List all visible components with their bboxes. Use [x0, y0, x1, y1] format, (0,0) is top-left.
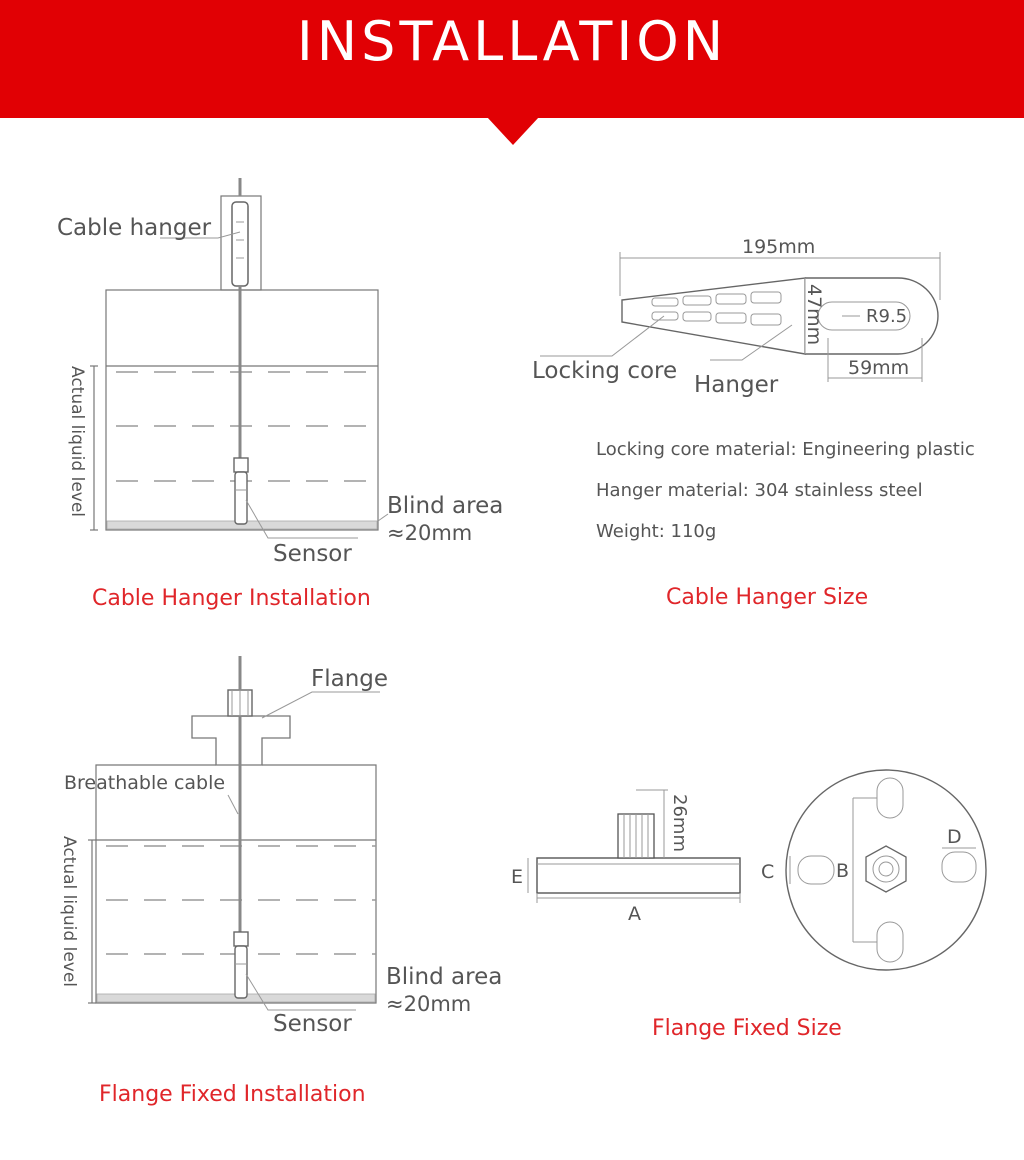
- flange-label: Flange: [311, 666, 389, 692]
- flange-fixed-installation-caption: Flange Fixed Installation: [99, 1082, 366, 1107]
- sensor-body-2: [235, 946, 247, 998]
- blind-area-label: Blind area: [387, 493, 504, 519]
- breathable-cable-label: Breathable cable: [64, 772, 226, 794]
- dimension-e: E: [511, 866, 524, 888]
- cable-hanger-installation-caption: Cable Hanger Installation: [92, 586, 371, 611]
- cable-hanger-size-caption: Cable Hanger Size: [666, 585, 869, 610]
- flange-fixed-size-caption: Flange Fixed Size: [652, 1016, 842, 1041]
- sensor-label: Sensor: [273, 541, 352, 567]
- spec-locking-core-material: Locking core material: Engineering plastic: [596, 439, 975, 460]
- cable-hanger-installation-diagram: [57, 178, 503, 611]
- blind-area-value: ≈20mm: [387, 521, 473, 545]
- blind-area-value-2: ≈20mm: [386, 992, 472, 1016]
- length-dimension: 195mm: [742, 236, 816, 258]
- flange-leader: [262, 692, 380, 718]
- sensor-leader: [246, 500, 358, 538]
- sensor-body: [235, 472, 247, 524]
- sensor-head: [234, 458, 248, 472]
- dimension-c: C: [761, 861, 775, 883]
- cable-hanger-label: Cable hanger: [57, 215, 212, 241]
- actual-level-label-2: Actual liquid level: [59, 836, 79, 988]
- dimension-a: A: [628, 903, 641, 925]
- sensor-head-2: [234, 932, 248, 946]
- page-title: INSTALLATION: [296, 10, 728, 73]
- locking-core-shape: [622, 278, 805, 354]
- flange-fixed-installation-diagram: [59, 656, 502, 1107]
- flange-fixed-size-diagram: [511, 770, 986, 1041]
- spec-weight: Weight: 110g: [596, 521, 717, 542]
- dimension-d: D: [947, 826, 962, 848]
- cable-hanger-body: [232, 202, 248, 286]
- radius-dimension: R9.5: [866, 306, 908, 327]
- actual-level-label: Actual liquid level: [67, 366, 87, 518]
- blind-area-label-2: Blind area: [386, 964, 503, 990]
- width-dimension: 59mm: [848, 357, 910, 379]
- flange-plate-side: [537, 858, 740, 893]
- cable-hanger-size-diagram: [532, 236, 975, 610]
- spec-hanger-material: Hanger material: 304 stainless steel: [596, 480, 923, 501]
- sensor-leader-2: [246, 974, 356, 1010]
- locking-core-label: Locking core: [532, 358, 678, 384]
- hanger-label: Hanger: [694, 372, 779, 398]
- dimension-b: B: [836, 860, 850, 882]
- sensor-label-2: Sensor: [273, 1011, 352, 1037]
- gland-height-dimension: 26mm: [669, 794, 690, 852]
- height-dimension: 47mm: [803, 284, 825, 346]
